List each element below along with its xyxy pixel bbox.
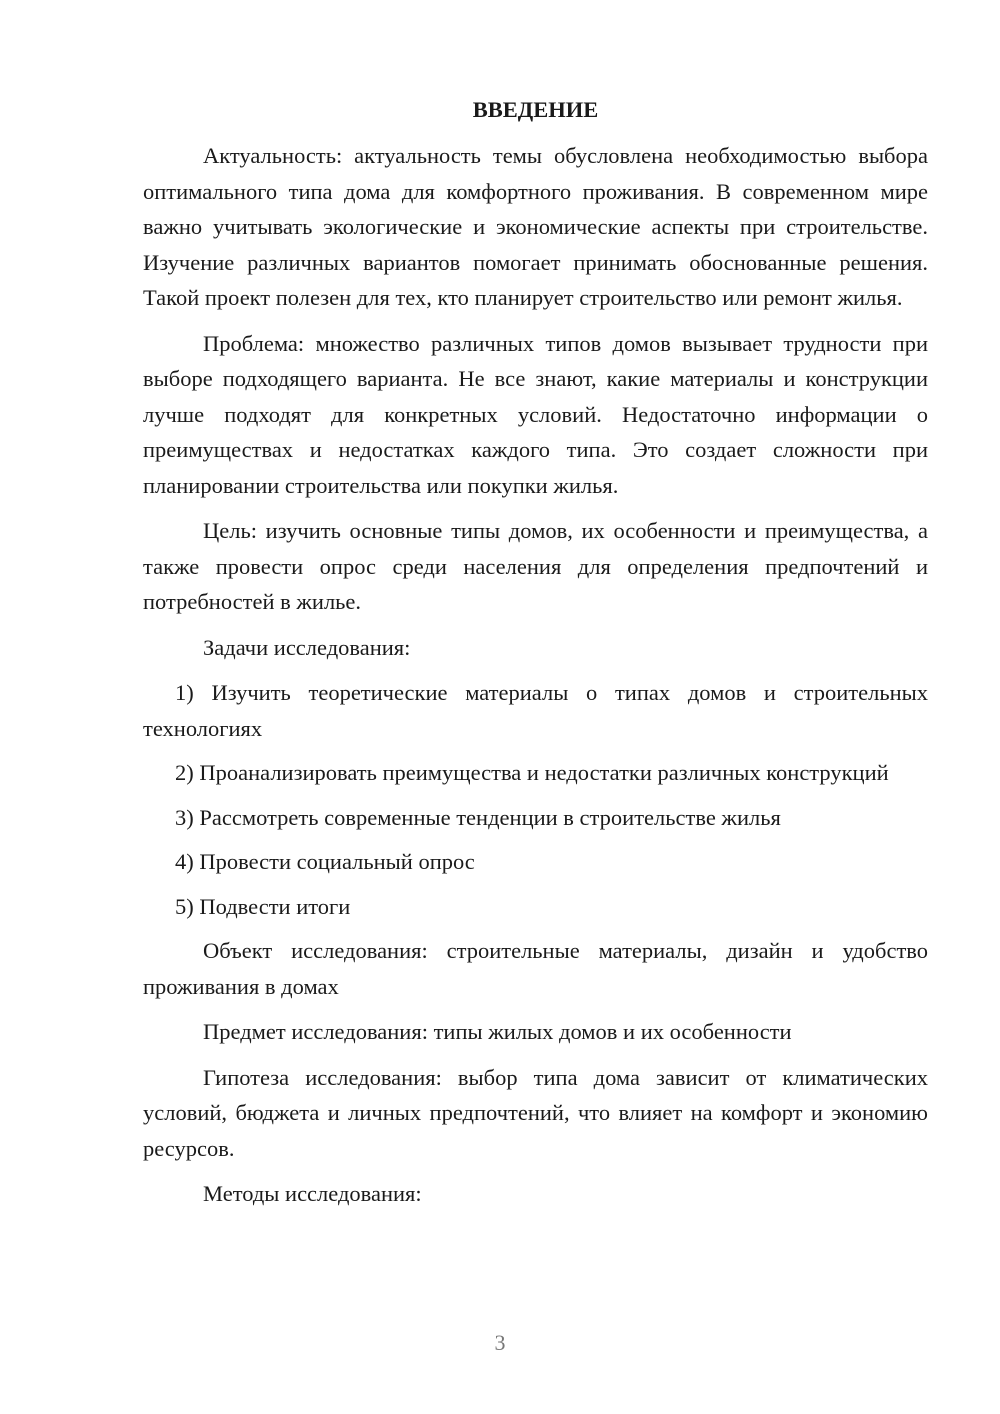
task-item-2: 2) Проанализировать преимущества и недостатки различных конструкций bbox=[175, 760, 889, 785]
paragraph-hypothesis: Гипотеза исследования: выбор типа дома зависит от климатических условий, бюджета и личных предпочтений, что влияет на комфорт и экономию ресурсов. bbox=[143, 1064, 928, 1161]
task-item-5: 5) Подвести итоги bbox=[175, 893, 351, 919]
task-item-1: 1) Изучить теоретические материалы о типах домов и строительных технологиях bbox=[143, 680, 928, 741]
paragraph-relevance: Актуальность: актуальность темы обусловлена необходимостью выбора оптимального типа дома для комфортного проживания. В современном мире важно учитывать экологические и экономические аспекты при строительстве. Изучение различных вариантов помогает принимать обоснованные решения. Такой проект полезен для тех, кто планирует строительство или ремонт жилья. bbox=[143, 143, 928, 310]
task-item-3: 3) Рассмотреть современные тенденции в строительстве жилья bbox=[175, 804, 781, 830]
section-heading: ВВЕДЕНИЕ bbox=[472, 97, 599, 122]
methods-title: Методы исследования: bbox=[203, 1181, 422, 1206]
paragraph-object: Объект исследования: строительные материалы, дизайн и удобство проживания в домах bbox=[143, 938, 928, 999]
page-number: 3 bbox=[494, 1330, 506, 1355]
tasks-title: Задачи исследования: bbox=[203, 634, 411, 660]
paragraph-problem: Проблема: множество различных типов домов вызывает трудности при выборе подходящего варианта. Не все знают, какие материалы и конструкции лучше подходят для конкретных условий. Недостаточно информации о преимуществах и недостатках каждого типа. Это создает сложности при планировании строительства или покупки жилья. bbox=[143, 330, 928, 498]
paragraph-goal: Цель: изучить основные типы домов, их особенности и преимущества, а также провести опрос среди населения для определения предпочтений и потребностей в жилье. bbox=[143, 518, 928, 614]
task-item-4: 4) Провести социальный опрос bbox=[175, 849, 475, 874]
paragraph-subject: Предмет исследования: типы жилых домов и их особенности bbox=[203, 1019, 792, 1044]
page-content bbox=[143, 92, 928, 1222]
